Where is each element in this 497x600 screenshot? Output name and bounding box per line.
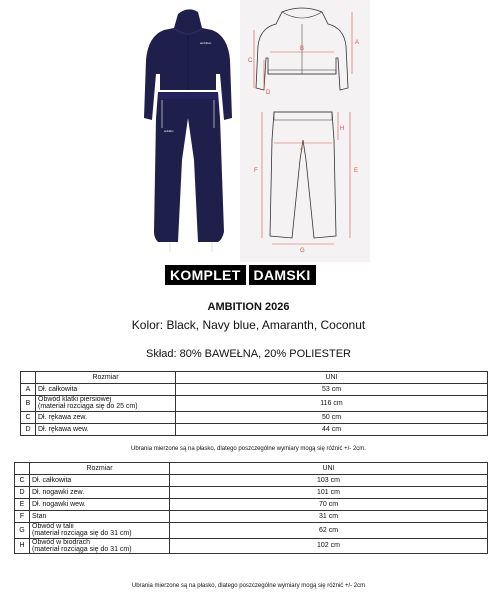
table-row: C Dł. całkowita 103 cm [15,475,488,487]
material-line: Skład: 80% BAWEŁNA, 20% POLIESTER [145,348,351,360]
label-j: J [300,146,303,152]
svg-text:ambition: ambition [164,130,174,133]
label-d: D [266,90,271,96]
table-row: H Obwód w biodrach (materiał rozciąga się do 31 cm) 102 cm [15,538,488,554]
label-e: E [354,168,359,174]
table-header-row [15,463,488,475]
table-row: A Dł. całkowita 53 cm [21,384,488,396]
label-b: B [300,46,305,52]
label-c: C [248,58,253,64]
table-header-row [21,372,488,384]
label-g: G [300,248,305,254]
title-word-2: DAMSKI [249,265,316,285]
table-row: B Obwód klatki piersiowej (materiał rozciąga się do 25 cm) 116 cm [21,396,488,412]
measurement-note: Ubrania mierzone są na płasko, dlatego poszczególne wymiary mogą się różnić +/- 2cm. [131,446,366,452]
table-row: D Dł. nogawki zew. 101 cm [15,487,488,499]
pants-size-table [14,462,488,554]
table-row: C Dł. rękawa zew. 50 cm [21,411,488,423]
title-word-1: KOMPLET [165,265,246,285]
table-row: G Obwód w talii (materiał rozciąga się do 31 cm) 62 cm [15,523,488,539]
product-photo [140,0,240,262]
label-a: A [355,40,360,46]
label-f: F [254,168,258,174]
uni-header: UNI [176,372,488,384]
measurement-note: Ubrania mierzone są na płasko, dlatego poszczególne wymiary mogą się różnić +/- 2cm [131,583,366,589]
size-header: Rozmiar [30,463,170,475]
table-row: F Stan 31 cm [15,511,488,523]
product-name: AMBITION 2026 [207,301,290,313]
hoodie-size-table [20,371,488,436]
uni-header: UNI [170,463,488,475]
table-row: E Dł. nogawki wew. 70 cm [15,499,488,511]
size-header: Rozmiar [36,372,176,384]
table-row: D Dł. rękawa wew. 44 cm [21,423,488,435]
label-h: H [340,126,345,132]
svg-text:ambition: ambition [200,41,212,45]
measurement-diagram [240,0,370,262]
colors-line: Kolor: Black, Navy blue, Amaranth, Coconut [131,318,366,332]
title-banner [165,265,316,285]
